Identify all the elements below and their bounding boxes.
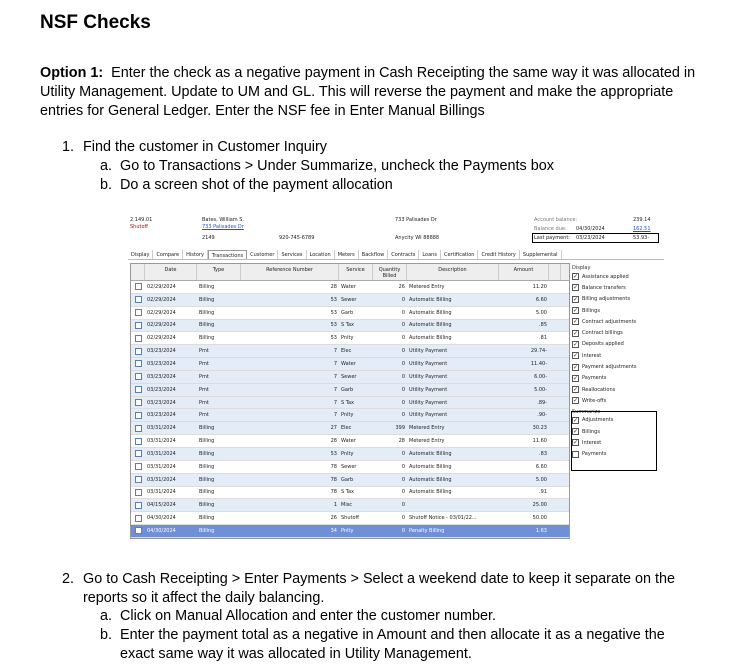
table-row[interactable] (131, 294, 569, 307)
display-option-label: Contract billings (582, 330, 623, 337)
cell-desc: Automatic Billing (409, 309, 452, 316)
account-number: 2.149.01 (130, 217, 153, 223)
cell-ref: 53 (330, 322, 337, 329)
cell-type: Pmt (199, 412, 209, 419)
display-option[interactable] (572, 395, 664, 406)
cell-service: Misc (341, 502, 353, 509)
cell-service: Garb (341, 476, 354, 483)
last-payment-label: Last payment: (534, 235, 570, 241)
grid-header (131, 264, 569, 281)
display-option[interactable] (572, 361, 664, 372)
cell-amount: 30.23 (532, 425, 547, 432)
cell-ref: 28 (330, 438, 337, 445)
balance-due-value[interactable]: 162.51 (633, 226, 651, 232)
row-detail-icon[interactable] (131, 450, 145, 457)
row-detail-icon[interactable] (131, 309, 145, 316)
checkbox-checked-icon[interactable]: ✓ (573, 329, 579, 337)
cell-date: 02/29/2024 (147, 296, 176, 303)
checkbox-checked-icon[interactable]: ✓ (573, 284, 579, 292)
table-row[interactable] (131, 345, 569, 358)
cell-type: Billing (199, 502, 215, 509)
cell-qty: 0 (401, 515, 405, 522)
cell-type: Billing (199, 489, 215, 496)
cell-ref: 53 (330, 450, 337, 457)
cell-ref: 7 (333, 373, 337, 380)
cell-amount: 29.74- (530, 348, 547, 355)
cell-desc: Utility Payment (409, 386, 448, 393)
cell-qty: 0 (401, 373, 405, 380)
cell-type: Pmt (199, 386, 209, 393)
cell-date: 03/31/2024 (147, 463, 176, 470)
account-status: Shutoff (130, 224, 148, 230)
cell-ref: 7 (333, 412, 337, 419)
table-row[interactable] (131, 281, 569, 294)
tab-backflow[interactable]: Backflow (359, 250, 388, 259)
cell-date: 03/31/2024 (147, 425, 176, 432)
cell-date: 02/29/2024 (147, 335, 176, 342)
display-option[interactable] (572, 384, 664, 395)
transactions-grid (130, 263, 570, 539)
tab-credit-history[interactable]: Credit History (478, 250, 519, 259)
checkbox-checked-icon[interactable]: ✓ (573, 428, 579, 435)
tab-transactions[interactable]: Transactions (208, 250, 247, 259)
cell-amount: 5.00- (534, 386, 547, 393)
header-scroll (549, 264, 561, 280)
tab-contracts[interactable]: Contracts (388, 250, 419, 259)
cell-service: Sewer (341, 373, 357, 380)
display-option[interactable] (572, 316, 664, 327)
grid-body (131, 281, 569, 538)
checkbox-checked-icon[interactable]: ✓ (573, 340, 579, 348)
cell-service: Sewer (341, 463, 357, 470)
cell-type: Billing (199, 309, 215, 316)
summarize-option-label: Billings (582, 428, 600, 435)
cell-service: Pnlty (341, 335, 354, 342)
display-option-label: Assistance applied (582, 273, 629, 280)
service-address: 733 Palisades Dr (395, 217, 437, 223)
checkbox-checked-icon[interactable]: ✓ (573, 318, 579, 326)
row-detail-icon[interactable] (131, 283, 145, 290)
display-option-label: Billing adjustments (582, 296, 630, 303)
table-row[interactable] (131, 371, 569, 384)
table-row[interactable] (131, 474, 569, 487)
row-detail-icon[interactable] (131, 399, 145, 406)
step-1-text: Find the customer in Customer Inquiry (83, 139, 327, 155)
table-row[interactable] (131, 461, 569, 474)
cell-ref: 7 (333, 360, 337, 367)
cell-desc: Shutoff Notice - 03/01/22... (409, 515, 477, 522)
balance-label: Account balance: (534, 217, 578, 223)
cell-qty: 0 (401, 348, 405, 355)
row-detail-icon[interactable] (131, 322, 145, 329)
table-row[interactable] (131, 499, 569, 512)
summarize-highlight (571, 411, 657, 471)
cell-service: Garb (341, 386, 354, 393)
cell-ref: 26 (330, 515, 337, 522)
row-detail-icon[interactable] (131, 386, 145, 393)
table-row[interactable] (131, 448, 569, 461)
header-description[interactable]: Description (407, 264, 499, 280)
checkbox-checked-icon[interactable]: ✓ (573, 386, 579, 394)
cell-date: 03/23/2024 (147, 399, 176, 406)
cell-ref: 53 (330, 309, 337, 316)
row-detail-icon[interactable] (131, 360, 145, 367)
cell-service: Pnlty (341, 412, 354, 419)
display-option-label: Contract adjustments (582, 318, 637, 325)
checkbox-checked-icon[interactable]: ✓ (573, 363, 579, 371)
cell-qty: 0 (401, 527, 405, 534)
cell-service: Water (341, 438, 356, 445)
checkbox-checked-icon[interactable]: ✓ (573, 352, 579, 360)
cell-amount: 11.40- (530, 360, 547, 367)
checkbox-checked-icon[interactable]: ✓ (573, 416, 579, 424)
cell-service: Elec (341, 348, 352, 355)
header-amount[interactable]: Amount (499, 264, 549, 280)
cell-desc: Utility Payment (409, 348, 448, 355)
tab-compare[interactable]: Compare (153, 250, 183, 259)
cell-qty: 0 (401, 502, 405, 509)
cell-desc: Automatic Billing (409, 489, 452, 496)
row-detail-icon[interactable] (131, 425, 145, 432)
cell-service: S Tax (341, 322, 355, 329)
cell-ref: 78 (330, 476, 337, 483)
cell-desc: Metered Entry (409, 425, 445, 432)
cell-amount: .91 (539, 489, 547, 496)
cell-qty: 0 (401, 309, 405, 316)
option-1-paragraph (40, 64, 700, 121)
display-option-label: Billings (582, 307, 600, 314)
cell-qty: 26 (398, 283, 405, 290)
row-detail-icon[interactable] (131, 296, 145, 303)
cell-service: Garb (341, 309, 354, 316)
cell-type: Pmt (199, 360, 209, 367)
row-detail-icon[interactable] (131, 373, 145, 380)
display-option-label: Payments (582, 375, 607, 382)
cell-ref: 78 (330, 463, 337, 470)
step-1a-text: Go to Transactions > Under Summarize, uncheck the Payments box (120, 158, 554, 174)
table-row[interactable] (131, 525, 569, 538)
table-row[interactable] (131, 320, 569, 333)
cell-date: 03/31/2024 (147, 450, 176, 457)
display-option[interactable] (572, 339, 664, 350)
step-1-number: 1. (62, 139, 75, 155)
checkbox-checked-icon[interactable]: ✓ (573, 374, 579, 382)
balance-due-date: 04/30/2024 (576, 226, 605, 232)
cell-ref: 1 (333, 502, 337, 509)
cell-date: 02/29/2024 (147, 322, 176, 329)
cell-desc: Automatic Billing (409, 335, 452, 342)
cell-amount: 11.60 (532, 438, 547, 445)
display-option[interactable] (572, 294, 664, 305)
cell-amount: .85 (539, 322, 547, 329)
cell-date: 03/31/2024 (147, 489, 176, 496)
cell-desc: Automatic Billing (409, 450, 452, 457)
cell-desc: Utility Payment (409, 399, 448, 406)
cell-qty: 0 (401, 463, 405, 470)
display-option-label: Balance transfers (582, 284, 626, 291)
customer-name: Bates, William S. (202, 217, 244, 223)
cell-type: Billing (199, 463, 215, 470)
cell-ref: 7 (333, 348, 337, 355)
cell-desc: Utility Payment (409, 373, 448, 380)
step-2a-text: Click on Manual Allocation and enter the customer number. (120, 608, 496, 624)
cell-date: 03/23/2024 (147, 348, 176, 355)
display-option[interactable] (572, 271, 664, 282)
cell-ref: 27 (330, 425, 337, 432)
phone: 920-745-6789 (279, 235, 315, 241)
header-reference[interactable]: Reference Number (241, 264, 339, 280)
display-option-label: Deposits applied (582, 341, 624, 348)
cell-date: 04/30/2024 (147, 527, 176, 534)
tab-services[interactable]: Services (278, 250, 306, 259)
cell-service: S Tax (341, 489, 355, 496)
cell-date: 03/23/2024 (147, 386, 176, 393)
cell-type: Billing (199, 335, 215, 342)
table-row[interactable] (131, 422, 569, 435)
row-detail-icon[interactable] (131, 335, 145, 342)
cell-qty: 399 (395, 425, 405, 432)
table-row[interactable] (131, 332, 569, 345)
row-detail-icon[interactable] (131, 438, 145, 445)
cell-qty: 0 (401, 399, 405, 406)
step-1b-label: b. (100, 177, 113, 193)
cell-qty: 0 (401, 412, 405, 419)
cell-type: Billing (199, 527, 215, 534)
tab-loans[interactable]: Loans (419, 250, 441, 259)
account-header (128, 213, 664, 249)
table-row[interactable] (131, 358, 569, 371)
cell-qty: 0 (401, 450, 405, 457)
cell-amount: .90- (537, 412, 547, 419)
cell-qty: 0 (401, 296, 405, 303)
display-option-label: Interest (582, 352, 602, 359)
cell-amount: 50.00 (532, 515, 547, 522)
cell-service: Pnlty (341, 450, 354, 457)
cell-type: Pmt (199, 399, 209, 406)
row-detail-icon[interactable] (131, 502, 145, 509)
cell-type: Billing (199, 283, 215, 290)
last-payment-value: 53.93- (633, 235, 650, 241)
header-blank (131, 264, 145, 280)
cell-ref: 78 (330, 489, 337, 496)
row-detail-icon[interactable] (131, 412, 145, 419)
option-label: Option 1: (40, 65, 104, 81)
cell-date: 03/23/2024 (147, 373, 176, 380)
header-service[interactable]: Service (339, 264, 373, 280)
display-option-label: Reallocations (582, 386, 616, 393)
cell-date: 03/23/2024 (147, 412, 176, 419)
display-option[interactable] (572, 305, 664, 316)
cell-type: Pmt (199, 373, 209, 380)
cell-desc: Penalty Billing (409, 527, 445, 534)
cell-qty: 0 (401, 489, 405, 496)
cell-type: Billing (199, 450, 215, 457)
checkbox-checked-icon[interactable]: ✓ (573, 307, 579, 315)
display-label: Display (572, 265, 591, 271)
page-title: NSF Checks (40, 12, 151, 33)
cell-amount: 6.60 (535, 463, 547, 470)
summarize-option-label: Payments (582, 451, 607, 458)
cell-qty: 0 (401, 335, 405, 342)
cell-amount: 5.00 (535, 476, 547, 483)
cell-type: Billing (199, 515, 215, 522)
tab-bar (128, 250, 664, 260)
summarize-label: Summarize (572, 408, 601, 415)
step-2b-text: Enter the payment total as a negative in Amount and then allocate it as a negative the exact same way it was allocated in Utility Management. (120, 627, 665, 662)
cell-ref: 7 (333, 386, 337, 393)
cell-amount: 6.00- (534, 373, 547, 380)
cell-type: Pmt (199, 348, 209, 355)
account-id: 2149 (202, 235, 215, 241)
cell-date: 04/30/2024 (147, 515, 176, 522)
cell-ref: 7 (333, 399, 337, 406)
step-2b-label: b. (100, 627, 113, 643)
tab-display[interactable]: Display (128, 250, 153, 259)
display-option[interactable] (572, 373, 664, 384)
row-detail-icon[interactable] (131, 463, 145, 470)
checkbox-checked-icon[interactable]: ✓ (573, 273, 579, 281)
cell-desc: Automatic Billing (409, 322, 452, 329)
row-detail-icon[interactable] (131, 489, 145, 496)
checkbox-checked-icon[interactable]: ✓ (573, 295, 579, 303)
cell-type: Billing (199, 425, 215, 432)
cell-service: Pnlty (341, 527, 354, 534)
city: Anycity WI 88888 (395, 235, 440, 241)
row-detail-icon[interactable] (131, 476, 145, 483)
row-detail-icon[interactable] (131, 515, 145, 522)
cell-type: Billing (199, 322, 215, 329)
checkbox-checked-icon[interactable]: ✓ (573, 439, 579, 447)
cell-type: Billing (199, 438, 215, 445)
display-option-label: Write-offs (582, 397, 607, 404)
cell-amount: 6.60 (535, 296, 547, 303)
row-detail-icon[interactable] (131, 527, 145, 534)
cell-date: 02/29/2024 (147, 283, 176, 290)
last-payment-highlight (532, 233, 659, 243)
step-2a-label: a. (100, 608, 113, 624)
cell-qty: 28 (398, 438, 405, 445)
step-2-number: 2. (62, 571, 75, 587)
table-row[interactable] (131, 512, 569, 525)
row-detail-icon[interactable] (131, 348, 145, 355)
cell-amount: .81 (539, 335, 547, 342)
display-option[interactable] (572, 282, 664, 293)
cell-desc: Automatic Billing (409, 476, 452, 483)
display-options-list (572, 271, 664, 407)
cell-service: Water (341, 283, 356, 290)
cell-desc: Utility Payment (409, 412, 448, 419)
cell-desc: Automatic Billing (409, 463, 452, 470)
balance-value: 239.14 (633, 217, 651, 223)
cell-service: Elec (341, 425, 352, 432)
cell-desc: Utility Payment (409, 360, 448, 367)
cell-service: Shutoff (341, 515, 359, 522)
cell-date: 03/23/2024 (147, 360, 176, 367)
step-1b-text: Do a screen shot of the payment allocation (120, 177, 393, 193)
tab-customer[interactable]: Customer (247, 250, 278, 259)
cell-type: Billing (199, 476, 215, 483)
cell-ref: 28 (330, 283, 337, 290)
cell-amount: 5.00 (535, 309, 547, 316)
cell-qty: 0 (401, 476, 405, 483)
step-1a-label: a. (100, 158, 113, 174)
cell-type: Billing (199, 296, 215, 303)
tab-meters[interactable]: Meters (335, 250, 359, 259)
cell-desc: Metered Entry (409, 283, 445, 290)
table-row[interactable] (131, 384, 569, 397)
cell-amount: 25.00 (532, 502, 547, 509)
display-option[interactable] (572, 327, 664, 338)
summarize-option-label: Interest (582, 439, 602, 446)
cell-service: S Tax (341, 399, 355, 406)
cell-amount: .89- (537, 399, 547, 406)
cell-date: 04/15/2024 (147, 502, 176, 509)
cell-ref: 34 (330, 527, 337, 534)
header-type[interactable]: Type (197, 264, 241, 280)
cell-amount: 1.63 (535, 527, 547, 534)
table-row[interactable] (131, 487, 569, 500)
cell-service: Sewer (341, 296, 357, 303)
cell-date: 03/31/2024 (147, 438, 176, 445)
cell-ref: 53 (330, 335, 337, 342)
last-payment-date: 03/23/2024 (576, 235, 605, 241)
cell-date: 02/29/2024 (147, 309, 176, 316)
table-row[interactable] (131, 409, 569, 422)
balance-due-label: Balance due: (534, 226, 567, 232)
summarize-option-label: Adjustments (582, 417, 614, 424)
cell-amount: .83 (539, 450, 547, 457)
table-row[interactable] (131, 307, 569, 320)
cell-qty: 0 (401, 386, 405, 393)
table-row[interactable] (131, 435, 569, 448)
cell-desc: Automatic Billing (409, 296, 452, 303)
cell-qty: 0 (401, 322, 405, 329)
display-option[interactable] (572, 350, 664, 361)
header-quantity[interactable]: Quantity Billed (373, 264, 407, 280)
transactions-screenshot (128, 213, 664, 550)
cell-amount: 11.20 (532, 283, 547, 290)
tab-location[interactable]: Location (307, 250, 335, 259)
cell-date: 03/31/2024 (147, 476, 176, 483)
cell-qty: 0 (401, 360, 405, 367)
step-2-text: Go to Cash Receipting > Enter Payments > Select a weekend date to keep it separate on the reports so it affect the daily balancing. (83, 571, 675, 606)
address-link[interactable]: 733 Palisades Dr (202, 224, 244, 230)
cell-service: Water (341, 360, 356, 367)
tab-supplemental[interactable]: Supplemental (520, 250, 562, 259)
table-row[interactable] (131, 397, 569, 410)
tab-history[interactable]: History (183, 250, 208, 259)
header-date[interactable]: Date (145, 264, 197, 280)
display-option-label: Payment adjustments (582, 364, 637, 371)
checkbox-checked-icon[interactable]: ✓ (573, 397, 579, 405)
tab-certification[interactable]: Certification (441, 250, 479, 259)
cell-desc: Metered Entry (409, 438, 445, 445)
option-text: Enter the check as a negative payment in Cash Receipting the same way it was allocated in Utility Management. Update to UM and GL. This will reverse the payment and make the appropriate entries for General Ledger. Enter the NSF fee in Enter Manual Billings (40, 65, 696, 119)
cell-ref: 53 (330, 296, 337, 303)
